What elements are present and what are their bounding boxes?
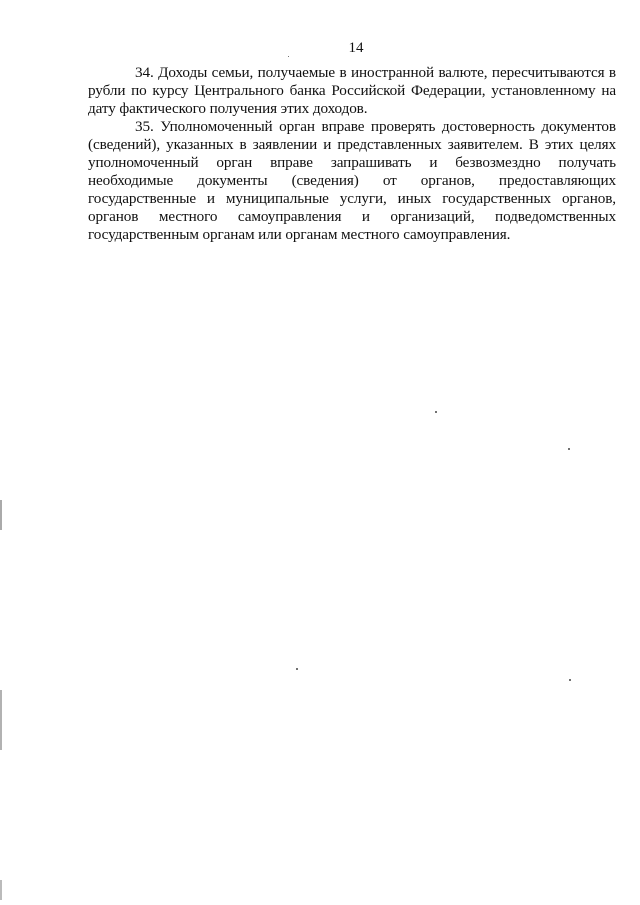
- scan-speck: [296, 668, 298, 670]
- scan-speck: [569, 679, 571, 681]
- scan-speck: [288, 56, 289, 57]
- document-body: [88, 64, 616, 244]
- scan-edge-mark: [0, 880, 2, 900]
- scan-speck: [435, 411, 437, 413]
- scan-edge-mark: [0, 500, 2, 530]
- scan-edge-mark: [0, 690, 2, 750]
- paragraph-34: 34. Доходы семьи, получаемые в иностранной валюте, пересчитываются в рубли по курсу Центрального банка Российской Федерации, установленному на дату фактического получения этих доходов.: [88, 64, 616, 117]
- scan-speck: [568, 448, 570, 450]
- paragraph-35: 35. Уполномоченный орган вправе проверять достоверность документов (сведений), указанных в заявлении и представленных заявителем. В этих целях уполномоченный орган вправе запрашивать и безвозмездно получать необходимые документы (сведения) от органов, предоставляющих государственные и муниципальные услуги, иных государственных органов, органов местного самоуправления и организаций, подведомственных государственным органам или органам местного самоуправления.: [88, 118, 616, 243]
- page-number: 14: [348, 40, 364, 56]
